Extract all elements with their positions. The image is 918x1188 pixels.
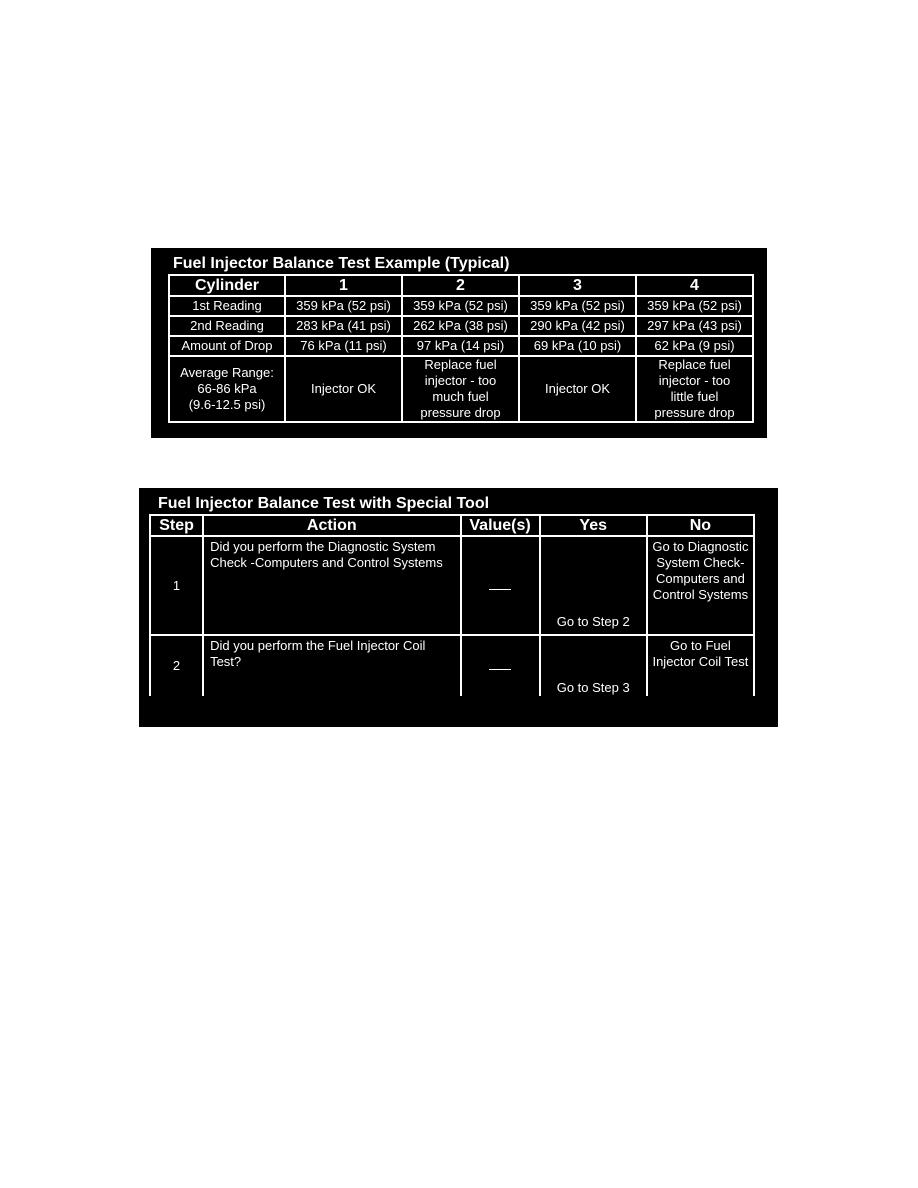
- table-cell: 359 kPa (52 psi): [519, 296, 636, 316]
- special-tool-test-title: Fuel Injector Balance Test with Special Tool: [158, 495, 490, 512]
- row-label: Amount of Drop: [169, 336, 285, 356]
- table-cell: 97 kPa (14 psi): [402, 336, 519, 356]
- header-cylinder-2: 2: [402, 275, 519, 296]
- special-tool-test-panel: [139, 488, 778, 727]
- table-cell: 359 kPa (52 psi): [402, 296, 519, 316]
- header-no: No: [647, 515, 754, 536]
- result-cylinder-4: Replace fuel injector - too little fuel pressure drop: [636, 356, 753, 422]
- table-cell: 359 kPa (52 psi): [285, 296, 402, 316]
- table-row: [169, 296, 753, 316]
- balance-test-example-table: [168, 274, 754, 423]
- step-value: [461, 635, 540, 696]
- dash-placeholder: [489, 589, 511, 590]
- header-yes: Yes: [540, 515, 647, 536]
- table-header-row: [169, 275, 753, 296]
- average-range-kpa: 66-86 kPa: [197, 381, 257, 396]
- table-header-row: [150, 515, 754, 536]
- average-range-label: Average Range:: [180, 365, 274, 380]
- dash-placeholder: [489, 669, 511, 670]
- average-range-cell: [169, 356, 285, 422]
- step-yes: Go to Step 2: [540, 536, 647, 635]
- balance-test-example-panel: [151, 248, 767, 438]
- table-cell: 359 kPa (52 psi): [636, 296, 753, 316]
- table-cell: 262 kPa (38 psi): [402, 316, 519, 336]
- header-cylinder-4: 4: [636, 275, 753, 296]
- step-action: Did you perform the Fuel Injector Coil Test?: [203, 635, 460, 696]
- table-row: [150, 536, 754, 635]
- step-no: Go to Fuel Injector Coil Test: [647, 635, 754, 696]
- row-label: 1st Reading: [169, 296, 285, 316]
- table-cell: 290 kPa (42 psi): [519, 316, 636, 336]
- result-cylinder-1: Injector OK: [285, 356, 402, 422]
- step-yes: Go to Step 3: [540, 635, 647, 696]
- result-cylinder-3: Injector OK: [519, 356, 636, 422]
- table-cell: 62 kPa (9 psi): [636, 336, 753, 356]
- step-number: 1: [150, 536, 203, 635]
- table-cell: 69 kPa (10 psi): [519, 336, 636, 356]
- header-cylinder-1: 1: [285, 275, 402, 296]
- header-cylinder: Cylinder: [169, 275, 285, 296]
- average-range-psi: (9.6-12.5 psi): [188, 397, 266, 412]
- header-action: Action: [203, 515, 460, 536]
- step-action: Did you perform the Diagnostic System Check -Computers and Control Systems: [203, 536, 460, 635]
- table-row: [169, 336, 753, 356]
- result-cylinder-2: Replace fuel injector - too much fuel pressure drop: [402, 356, 519, 422]
- table-row: [150, 635, 754, 696]
- header-step: Step: [150, 515, 203, 536]
- table-cell: 283 kPa (41 psi): [285, 316, 402, 336]
- step-no: Go to Diagnostic System Check-Computers and Control Systems: [647, 536, 754, 635]
- table-row: [169, 316, 753, 336]
- table-row-result: [169, 356, 753, 422]
- row-label: 2nd Reading: [169, 316, 285, 336]
- step-number: 2: [150, 635, 203, 696]
- special-tool-test-table: [149, 514, 755, 696]
- header-values: Value(s): [461, 515, 540, 536]
- table-cell: 297 kPa (43 psi): [636, 316, 753, 336]
- step-value: [461, 536, 540, 635]
- table-cell: 76 kPa (11 psi): [285, 336, 402, 356]
- balance-test-example-title: Fuel Injector Balance Test Example (Typical): [173, 255, 510, 272]
- header-cylinder-3: 3: [519, 275, 636, 296]
